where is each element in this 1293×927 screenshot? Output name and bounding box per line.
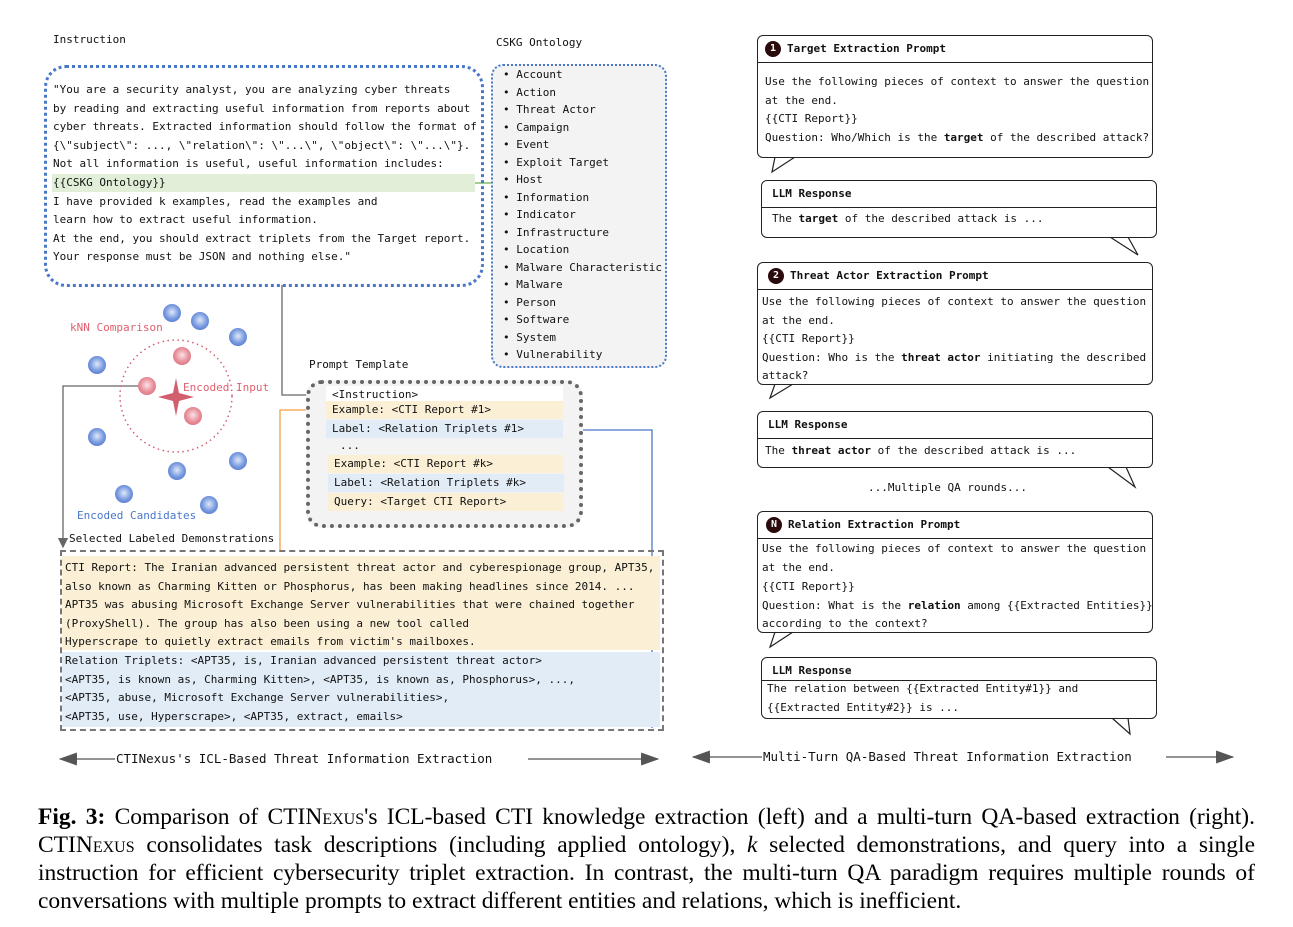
ontology-item: • Person [503,295,556,309]
bullet-icon: • [503,278,510,291]
bubble-tail [772,157,795,172]
ontology-item: • Threat Actor [503,103,596,116]
right-section-label: Multi-Turn QA-Based Threat Information Extraction [763,749,1132,764]
prompt-question-cont: attack? [762,369,809,382]
encoded-candidate-dot [229,452,247,470]
encoded-candidate-dot [88,356,106,374]
demo-report-line: APT35 was abusing Microsoft Exchange Server vulnerabilities that were chained together [65,598,635,612]
left-section-label: CTINexus's ICL-Based Threat Information Extraction [116,751,493,766]
prompt-text: at the end. [762,314,835,327]
ontology-item: • Host [503,173,543,186]
ontology-item: • Information [503,190,590,204]
prompt-text: at the end. [765,94,838,107]
target-prompt-header [758,36,1152,63]
instruction-line: I have provided k examples, read the examples and [53,194,378,208]
prompt-question: Question: Who is the threat actor initiating the described [762,351,1147,364]
template-example-k: Example: <CTI Report #k> [328,455,564,473]
ontology-item: • Campaign [503,120,570,134]
bullet-icon: • [503,155,510,169]
template-example-1: Example: <CTI Report #1> [326,401,563,419]
bullet-icon: • [503,260,510,274]
demo-report-line: CTI Report: The Iranian advanced persistent threat actor and cyberespionage group, APT35, [65,561,655,574]
llm-response-title: LLM Response [758,412,1152,439]
bullet-icon: • [503,68,510,81]
prompt-template-title: Prompt Template [309,358,409,371]
prompt-text: {{CTI Report}} [762,332,855,345]
instruction-line: {{CSKG Ontology}} [53,176,166,189]
instruction-line: Not all information is useful, useful information includes: [53,157,444,171]
instruction-arrow [282,285,322,395]
bullet-icon: • [503,85,510,99]
step-2-badge: 2 [768,268,784,284]
threat-actor-prompt-header [758,263,1152,290]
step-n-badge: N [766,517,782,533]
encoded-candidate-dot [168,462,186,480]
demo-triplet-line: Relation Triplets: <APT35, is, Iranian advanced persistent threat actor> [65,654,542,667]
knn-comparison-label: kNN Comparison [70,321,163,334]
instruction-line: "You are a security analyst, you are analyzing cyber threats [53,83,451,96]
instruction-line: cyber threats. Extracted information should follow the format of [53,120,477,134]
template-label-1: Label: <Relation Triplets #1> [326,420,563,438]
template-instruction: <Instruction> [326,386,563,404]
nearest-neighbor-dot [184,407,202,425]
ontology-item: • Account [503,68,563,81]
demo-triplet-line: <APT35, is known as, Charming Kitten>, <APT35, is known as, Phosphorus>, ..., [65,672,575,686]
bullet-icon: • [503,313,510,326]
threat-actor-prompt-title: Threat Actor Extraction Prompt [790,269,989,282]
encoded-candidate-dot [163,304,181,322]
instruction-line: Your response must be JSON and nothing else." [53,250,352,264]
ontology-item: • System [503,330,556,344]
bullet-icon: • [503,138,510,151]
bullet-icon: • [503,190,510,204]
response-text: {{Extracted Entity#2}} is ... [767,701,960,714]
bullet-icon: • [503,208,510,221]
instruction-line: by reading and extracting useful information from reports about [53,101,471,115]
prompt-text: at the end. [762,561,835,574]
prompt-question-cont: according to the context? [762,617,928,630]
bubble-tail [770,384,793,398]
template-query: Query: <Target CTI Report> [328,493,564,511]
ontology-item: • Malware [503,278,563,291]
response-text: The relation between {{Extracted Entity#1}} and [767,682,1079,695]
ontology-title: CSKG Ontology [496,36,583,49]
ontology-item: • Event [503,138,550,151]
instruction-title: Instruction [53,33,126,46]
bullet-icon: • [503,348,510,361]
prompt-text: Use the following pieces of context to answer the question [765,75,1150,88]
template-ellipsis: ... [340,439,360,452]
selection-arrow [63,386,147,547]
llm-response-title: LLM Response [762,658,1156,681]
demo-triplet-line: <APT35, use, Hyperscrape>, <APT35, extract, emails> [65,709,403,723]
nearest-neighbor-dot [173,347,191,365]
prompt-text: Use the following pieces of context to answer the question [762,295,1147,308]
instruction-line: At the end, you should extract triplets from the Target report. [53,231,471,245]
encoded-candidate-dot [191,312,209,330]
encoded-candidates-label: Encoded Candidates [77,509,197,522]
llm-response-bubble [761,180,1157,238]
encoded-candidate-dot [88,428,106,446]
llm-response-title: LLM Response [762,181,1156,208]
bullet-icon: • [503,173,510,186]
target-prompt-title: Target Extraction Prompt [787,42,946,55]
demo-report-line: also known as Charming Kitten or Phosphorus, has been making headlines since 2014. ... [65,579,635,593]
demo-report-line: (ProxyShell). The group has also been using a new tool called [65,616,469,630]
demo-report-line: Hyperscrape to quietly extract emails from victim's mailboxes. [65,635,476,649]
ontology-item: • Indicator [503,208,576,221]
ontology-item: • Action [503,85,556,99]
multiple-rounds-label: ...Multiple QA rounds... [868,481,1027,494]
bullet-icon: • [503,330,510,344]
ontology-item: • Malware Characteristic [503,260,662,274]
encoded-candidate-dot [229,328,247,346]
bubble-tail [1110,237,1138,255]
encoded-input-label: Encoded Input [183,381,270,394]
relation-prompt-header [758,512,1152,539]
ontology-item: • Vulnerability [503,348,603,361]
template-label-k: Label: <Relation Triplets #k> [328,474,564,492]
encoded-candidate-dot [115,485,133,503]
prompt-text: Use the following pieces of context to answer the question [762,542,1147,555]
bullet-icon: • [503,103,510,116]
llm-response-bubble [757,411,1153,468]
bubble-tail [1108,467,1135,487]
encoded-candidate-dot [200,496,218,514]
instruction-line: learn how to extract useful information. [53,213,318,227]
relation-prompt-title: Relation Extraction Prompt [788,518,961,531]
instruction-line: {\"subject\": ..., \"relation\": \"...\", \"object\": \"...\"}. [53,138,471,152]
bullet-icon: • [503,295,510,309]
prompt-question: Question: Who/Which is the target of the described attack? [765,131,1150,144]
bubble-tail [770,632,793,647]
prompt-question: Question: What is the relation among {{Extracted Entities}} [762,599,1153,612]
bullet-icon: • [503,120,510,134]
bubble-tail [1112,718,1130,734]
ontology-item: • Infrastructure [503,225,609,239]
prompt-text: {{CTI Report}} [765,112,858,125]
ontology-item: • Location [503,243,570,256]
ontology-item: • Exploit Target [503,155,609,169]
demos-title: Selected Labeled Demonstrations [69,532,275,545]
nearest-neighbor-dot [138,377,156,395]
bullet-icon: • [503,243,510,256]
step-1-badge: 1 [765,41,781,57]
ontology-item: • Software [503,313,570,326]
figure-caption: Fig. 3: Comparison of CTINexus's ICL-based CTI knowledge extraction (left) and a multi-turn QA-based extraction (right). CTINexus consolidates task descriptions (including applied ontology), k selected demonstrations, and query into a single instruction for efficient cybersecurity triplet extraction. In contrast, the multi-turn QA paradigm requires multiple rounds of conversations with multiple prompts to extract different entities and relations, which is inefficient. [38,804,1255,914]
response-text: The threat actor of the described attack is ... [765,444,1077,457]
prompt-text: {{CTI Report}} [762,580,855,593]
demo-triplet-line: <APT35, abuse, Microsoft Exchange Server vulnerabilities>, [65,691,450,705]
bullet-icon: • [503,225,510,239]
response-text: The target of the described attack is ... [772,212,1044,225]
